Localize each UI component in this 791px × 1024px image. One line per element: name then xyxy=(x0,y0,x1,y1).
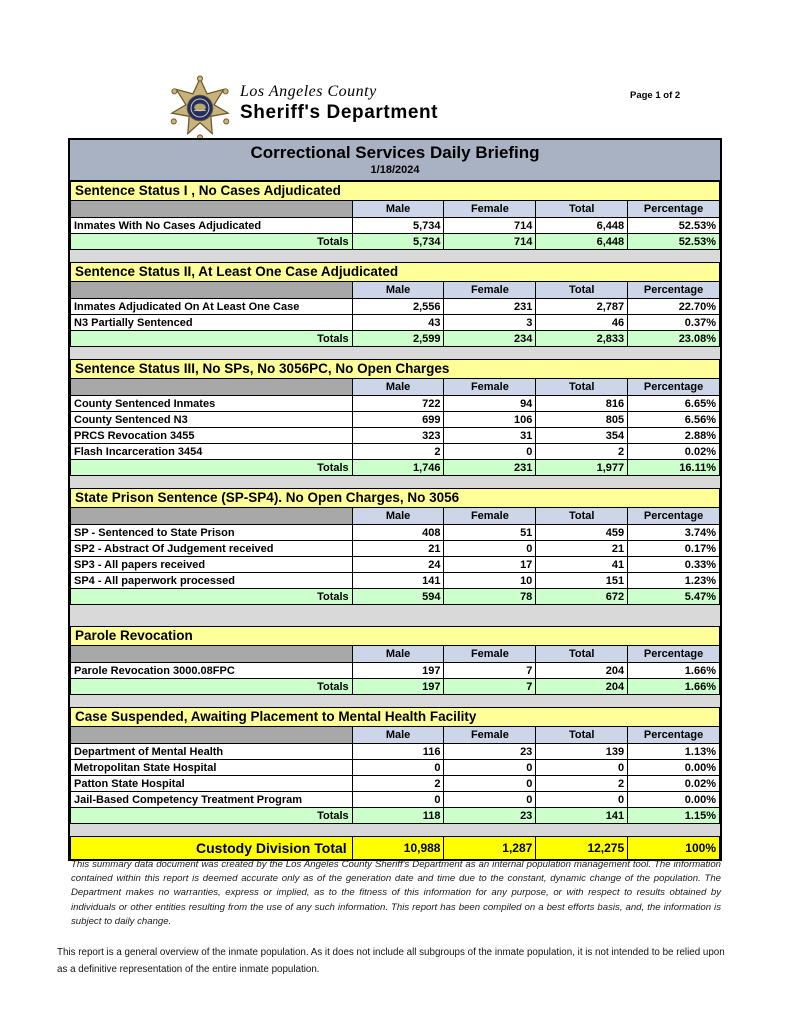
column-header: Male xyxy=(352,379,444,396)
section-table xyxy=(70,507,720,605)
cell-total: 21 xyxy=(536,541,628,557)
cell-female: 0 xyxy=(444,760,536,776)
column-header: Male xyxy=(352,727,444,744)
cell-percentage: 6.56% xyxy=(628,412,720,428)
row-label: SP - Sentenced to State Prison xyxy=(71,525,353,541)
cell-male: 43 xyxy=(352,315,444,331)
totals-row xyxy=(71,589,720,605)
column-header-row xyxy=(71,282,720,299)
column-header: Female xyxy=(444,201,536,218)
totals-row xyxy=(71,460,720,476)
report-title-bar xyxy=(70,138,720,181)
section xyxy=(70,626,720,695)
section-title: Parole Revocation xyxy=(70,626,720,645)
table-row xyxy=(71,776,720,792)
cell-percentage: 0.02% xyxy=(628,444,720,460)
totals-row xyxy=(71,808,720,824)
column-header-row xyxy=(71,201,720,218)
totals-male: 197 xyxy=(352,679,444,695)
cell-total: 2 xyxy=(536,444,628,460)
column-header: Total xyxy=(536,646,628,663)
cell-total: 0 xyxy=(536,792,628,808)
agency-county: Los Angeles County xyxy=(240,83,377,100)
totals-female: 7 xyxy=(444,679,536,695)
totals-male: 2,599 xyxy=(352,331,444,347)
totals-percentage: 1.15% xyxy=(628,808,720,824)
table-row xyxy=(71,573,720,589)
cell-male: 2 xyxy=(352,776,444,792)
row-label: Flash Incarceration 3454 xyxy=(71,444,353,460)
table-row xyxy=(71,218,720,234)
grand-total-label: Custody Division Total xyxy=(71,837,353,860)
cell-percentage: 3.74% xyxy=(628,525,720,541)
cell-total: 204 xyxy=(536,663,628,679)
row-label: Inmates With No Cases Adjudicated xyxy=(71,218,353,234)
cell-female: 10 xyxy=(444,573,536,589)
totals-label: Totals xyxy=(71,234,353,250)
cell-total: 2 xyxy=(536,776,628,792)
cell-percentage: 0.37% xyxy=(628,315,720,331)
table-row xyxy=(71,541,720,557)
column-header-row xyxy=(71,508,720,525)
row-label: SP2 - Abstract Of Judgement received xyxy=(71,541,353,557)
cell-female: 0 xyxy=(444,444,536,460)
cell-percentage: 0.33% xyxy=(628,557,720,573)
totals-female: 714 xyxy=(444,234,536,250)
cell-female: 714 xyxy=(444,218,536,234)
row-label: Inmates Adjudicated On At Least One Case xyxy=(71,299,353,315)
sheriff-star-badge-icon xyxy=(168,74,232,142)
totals-percentage: 5.47% xyxy=(628,589,720,605)
row-label: County Sentenced Inmates xyxy=(71,396,353,412)
corner-cell xyxy=(71,727,353,744)
section-table xyxy=(70,645,720,695)
totals-label: Totals xyxy=(71,460,353,476)
agency-department: Sheriff's Department xyxy=(240,102,439,123)
table-row xyxy=(71,663,720,679)
totals-percentage: 23.08% xyxy=(628,331,720,347)
totals-label: Totals xyxy=(71,331,353,347)
totals-percentage: 52.53% xyxy=(628,234,720,250)
cell-male: 21 xyxy=(352,541,444,557)
section xyxy=(70,359,720,476)
column-header-row xyxy=(71,646,720,663)
section-title: Sentence Status II, At Least One Case Adjudicated xyxy=(70,262,720,281)
cell-percentage: 0.00% xyxy=(628,760,720,776)
cell-male: 197 xyxy=(352,663,444,679)
table-row xyxy=(71,792,720,808)
column-header: Male xyxy=(352,508,444,525)
cell-total: 0 xyxy=(536,760,628,776)
totals-row xyxy=(71,679,720,695)
corner-cell xyxy=(71,201,353,218)
column-header: Percentage xyxy=(628,379,720,396)
section-table xyxy=(70,726,720,824)
column-header: Total xyxy=(536,508,628,525)
row-label: N3 Partially Sentenced xyxy=(71,315,353,331)
totals-total: 204 xyxy=(536,679,628,695)
totals-male: 1,746 xyxy=(352,460,444,476)
totals-total: 141 xyxy=(536,808,628,824)
column-header: Female xyxy=(444,282,536,299)
grand-total-female: 1,287 xyxy=(444,837,536,860)
cell-percentage: 1.23% xyxy=(628,573,720,589)
grand-total-percentage: 100% xyxy=(628,837,720,860)
column-header: Female xyxy=(444,646,536,663)
cell-percentage: 2.88% xyxy=(628,428,720,444)
report-body xyxy=(68,138,722,861)
column-header: Total xyxy=(536,727,628,744)
cell-female: 23 xyxy=(444,744,536,760)
grand-total-total: 12,275 xyxy=(536,837,628,860)
column-header: Male xyxy=(352,282,444,299)
row-label: Patton State Hospital xyxy=(71,776,353,792)
row-label: SP3 - All papers received xyxy=(71,557,353,573)
totals-total: 1,977 xyxy=(536,460,628,476)
cell-female: 0 xyxy=(444,776,536,792)
cell-male: 2 xyxy=(352,444,444,460)
cell-percentage: 1.13% xyxy=(628,744,720,760)
report-date: 1/18/2024 xyxy=(370,164,420,176)
footnote-text: This report is a general overview of the inmate population. As it does not include all subgroups of the inmate population, it is not intended to be relied upon as a definitive representation of the entire inmate population. xyxy=(57,947,725,976)
cell-male: 24 xyxy=(352,557,444,573)
table-row xyxy=(71,315,720,331)
row-label: Metropolitan State Hospital xyxy=(71,760,353,776)
totals-total: 6,448 xyxy=(536,234,628,250)
cell-percentage: 0.02% xyxy=(628,776,720,792)
totals-male: 118 xyxy=(352,808,444,824)
column-header: Male xyxy=(352,201,444,218)
section-title: Sentence Status III, No SPs, No 3056PC, No Open Charges xyxy=(70,359,720,378)
cell-total: 139 xyxy=(536,744,628,760)
row-label: County Sentenced N3 xyxy=(71,412,353,428)
cell-female: 17 xyxy=(444,557,536,573)
cell-total: 46 xyxy=(536,315,628,331)
cell-female: 31 xyxy=(444,428,536,444)
cell-male: 2,556 xyxy=(352,299,444,315)
column-header: Percentage xyxy=(628,646,720,663)
cell-female: 3 xyxy=(444,315,536,331)
table-row xyxy=(71,428,720,444)
cell-total: 151 xyxy=(536,573,628,589)
column-header: Female xyxy=(444,379,536,396)
totals-female: 78 xyxy=(444,589,536,605)
column-header: Percentage xyxy=(628,282,720,299)
totals-total: 672 xyxy=(536,589,628,605)
cell-male: 722 xyxy=(352,396,444,412)
column-header: Total xyxy=(536,379,628,396)
agency-name-block xyxy=(240,83,438,124)
grand-total-male: 10,988 xyxy=(352,837,444,860)
section xyxy=(70,488,720,605)
totals-label: Totals xyxy=(71,589,353,605)
table-row xyxy=(71,412,720,428)
totals-male: 5,734 xyxy=(352,234,444,250)
table-row xyxy=(71,444,720,460)
cell-total: 2,787 xyxy=(536,299,628,315)
cell-female: 0 xyxy=(444,792,536,808)
column-header: Percentage xyxy=(628,727,720,744)
section-title: Case Suspended, Awaiting Placement to Mental Health Facility xyxy=(70,707,720,726)
column-header: Male xyxy=(352,646,444,663)
report-title: Correctional Services Daily Briefing xyxy=(250,143,540,162)
cell-percentage: 52.53% xyxy=(628,218,720,234)
row-label: Parole Revocation 3000.08FPC xyxy=(71,663,353,679)
row-label: Jail-Based Competency Treatment Program xyxy=(71,792,353,808)
cell-female: 0 xyxy=(444,541,536,557)
column-header-row xyxy=(71,727,720,744)
totals-row xyxy=(71,234,720,250)
column-header: Percentage xyxy=(628,201,720,218)
cell-percentage: 0.17% xyxy=(628,541,720,557)
cell-male: 5,734 xyxy=(352,218,444,234)
column-header: Percentage xyxy=(628,508,720,525)
totals-total: 2,833 xyxy=(536,331,628,347)
corner-cell xyxy=(71,282,353,299)
totals-female: 234 xyxy=(444,331,536,347)
corner-cell xyxy=(71,508,353,525)
grand-total-row xyxy=(71,837,720,860)
document-header xyxy=(168,74,438,142)
cell-total: 805 xyxy=(536,412,628,428)
corner-cell xyxy=(71,646,353,663)
cell-male: 0 xyxy=(352,760,444,776)
section-title: State Prison Sentence (SP-SP4). No Open Charges, No 3056 xyxy=(70,488,720,507)
row-label: Department of Mental Health xyxy=(71,744,353,760)
cell-female: 51 xyxy=(444,525,536,541)
section xyxy=(70,181,720,250)
cell-male: 0 xyxy=(352,792,444,808)
table-row xyxy=(71,525,720,541)
table-row xyxy=(71,557,720,573)
cell-percentage: 1.66% xyxy=(628,663,720,679)
section xyxy=(70,707,720,824)
cell-total: 354 xyxy=(536,428,628,444)
table-row xyxy=(71,744,720,760)
cell-total: 816 xyxy=(536,396,628,412)
cell-female: 7 xyxy=(444,663,536,679)
totals-label: Totals xyxy=(71,808,353,824)
totals-label: Totals xyxy=(71,679,353,695)
cell-total: 6,448 xyxy=(536,218,628,234)
cell-male: 323 xyxy=(352,428,444,444)
column-header: Total xyxy=(536,201,628,218)
table-row xyxy=(71,396,720,412)
cell-percentage: 0.00% xyxy=(628,792,720,808)
section-table xyxy=(70,200,720,250)
cell-percentage: 6.65% xyxy=(628,396,720,412)
section-table xyxy=(70,378,720,476)
cell-female: 94 xyxy=(444,396,536,412)
cell-male: 408 xyxy=(352,525,444,541)
section xyxy=(70,262,720,347)
column-header: Female xyxy=(444,727,536,744)
row-label: PRCS Revocation 3455 xyxy=(71,428,353,444)
totals-female: 23 xyxy=(444,808,536,824)
section-title: Sentence Status I , No Cases Adjudicated xyxy=(70,181,720,200)
sections-container xyxy=(70,181,720,824)
cell-total: 459 xyxy=(536,525,628,541)
corner-cell xyxy=(71,379,353,396)
grand-total-table xyxy=(70,836,720,861)
totals-percentage: 1.66% xyxy=(628,679,720,695)
totals-percentage: 16.11% xyxy=(628,460,720,476)
cell-male: 141 xyxy=(352,573,444,589)
totals-female: 231 xyxy=(444,460,536,476)
cell-male: 699 xyxy=(352,412,444,428)
totals-male: 594 xyxy=(352,589,444,605)
cell-female: 106 xyxy=(444,412,536,428)
table-row xyxy=(71,760,720,776)
cell-female: 231 xyxy=(444,299,536,315)
page-indicator: Page 1 of 2 xyxy=(630,90,681,101)
cell-total: 41 xyxy=(536,557,628,573)
totals-row xyxy=(71,331,720,347)
cell-male: 116 xyxy=(352,744,444,760)
row-label: SP4 - All paperwork processed xyxy=(71,573,353,589)
column-header-row xyxy=(71,379,720,396)
section-table xyxy=(70,281,720,347)
cell-percentage: 22.70% xyxy=(628,299,720,315)
disclaimer-text: This summary data document was created by the Los Angeles County Sheriff's Department as an internal population management tool. The information contained within this report is deemed accurate only as of the generation date and time due to the constant, dynamic change of the population. The Department makes no warranties, express or implied, as to the fitness of this information for any purpose, or with respect to results obtained by individuals or other entities resulting from the use of any such information. This report has been compiled on a best efforts basis, and, the information is subject to daily change. xyxy=(71,859,721,927)
column-header: Female xyxy=(444,508,536,525)
table-row xyxy=(71,299,720,315)
column-header: Total xyxy=(536,282,628,299)
